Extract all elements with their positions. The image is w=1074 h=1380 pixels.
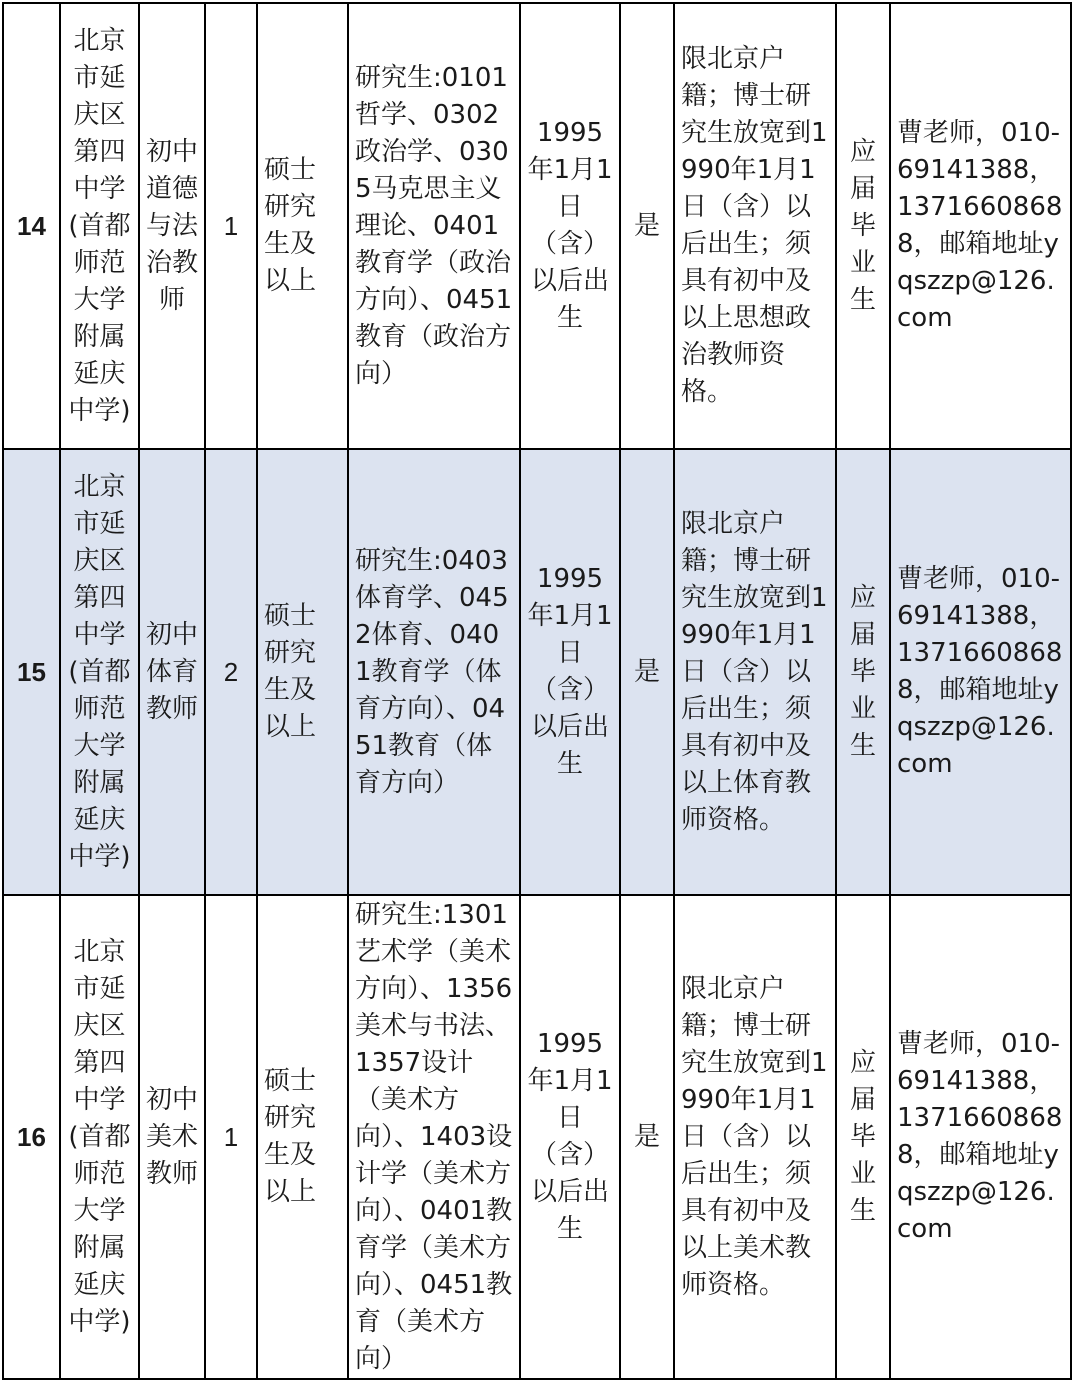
other-conditions: 限北京户籍；博士研究生放宽到1990年1月1日（含）以后出生；须具有初中及以上美术教师资格。 bbox=[674, 895, 836, 1379]
age-requirement: 1995年1月1日（含）以后出生 bbox=[520, 3, 620, 449]
table-row bbox=[3, 449, 1071, 895]
age-requirement: 1995年1月1日（含）以后出生 bbox=[520, 449, 620, 895]
contact-info: 曹老师，010-69141388，13716608688，邮箱地址yqszzp@126.com bbox=[890, 3, 1071, 449]
recruitment-table bbox=[2, 2, 1072, 1380]
education-requirement: 硕士研究生及以上 bbox=[257, 449, 348, 895]
employer-unit: 北京市延庆区第四中学(首都师范大学附属延庆中学) bbox=[60, 3, 139, 449]
target-group: 应届毕业生 bbox=[836, 449, 890, 895]
contact-info: 曹老师，010-69141388，13716608688，邮箱地址yqszzp@126.com bbox=[890, 449, 1071, 895]
post-name: 初中道德与法治教师 bbox=[139, 3, 205, 449]
employer-unit: 北京市延庆区第四中学(首都师范大学附属延庆中学) bbox=[60, 895, 139, 1379]
other-conditions: 限北京户籍；博士研究生放宽到1990年1月1日（含）以后出生；须具有初中及以上思想政治教师资格。 bbox=[674, 3, 836, 449]
major-requirement: 研究生:1301艺术学（美术方向）、1356美术与书法、1357设计（美术方向）、1403设计学（美术方向）、0401教育学（美术方向）、0451教育（美术方向） bbox=[348, 895, 520, 1379]
major-requirement: 研究生:0101哲学、0302政治学、0305马克思主义理论、0401教育学（政治方向）、0451教育（政治方向） bbox=[348, 3, 520, 449]
target-group: 应届毕业生 bbox=[836, 895, 890, 1379]
hiring-count: 1 bbox=[205, 3, 257, 449]
post-name: 初中美术教师 bbox=[139, 895, 205, 1379]
employer-unit: 北京市延庆区第四中学(首都师范大学附属延庆中学) bbox=[60, 449, 139, 895]
table-row bbox=[3, 3, 1071, 449]
table-row bbox=[3, 895, 1071, 1379]
target-group: 应届毕业生 bbox=[836, 3, 890, 449]
age-requirement: 1995年1月1日（含）以后出生 bbox=[520, 895, 620, 1379]
row-number: 14 bbox=[3, 3, 60, 449]
quota-flag: 是 bbox=[620, 449, 674, 895]
hiring-count: 1 bbox=[205, 895, 257, 1379]
education-requirement: 硕士研究生及以上 bbox=[257, 895, 348, 1379]
row-number: 15 bbox=[3, 449, 60, 895]
quota-flag: 是 bbox=[620, 3, 674, 449]
major-requirement: 研究生:0403体育学、0452体育、0401教育学（体育方向）、0451教育（体育方向） bbox=[348, 449, 520, 895]
post-name: 初中体育教师 bbox=[139, 449, 205, 895]
other-conditions: 限北京户籍；博士研究生放宽到1990年1月1日（含）以后出生；须具有初中及以上体育教师资格。 bbox=[674, 449, 836, 895]
hiring-count: 2 bbox=[205, 449, 257, 895]
education-requirement: 硕士研究生及以上 bbox=[257, 3, 348, 449]
row-number: 16 bbox=[3, 895, 60, 1379]
quota-flag: 是 bbox=[620, 895, 674, 1379]
contact-info: 曹老师，010-69141388，13716608688，邮箱地址yqszzp@126.com bbox=[890, 895, 1071, 1379]
